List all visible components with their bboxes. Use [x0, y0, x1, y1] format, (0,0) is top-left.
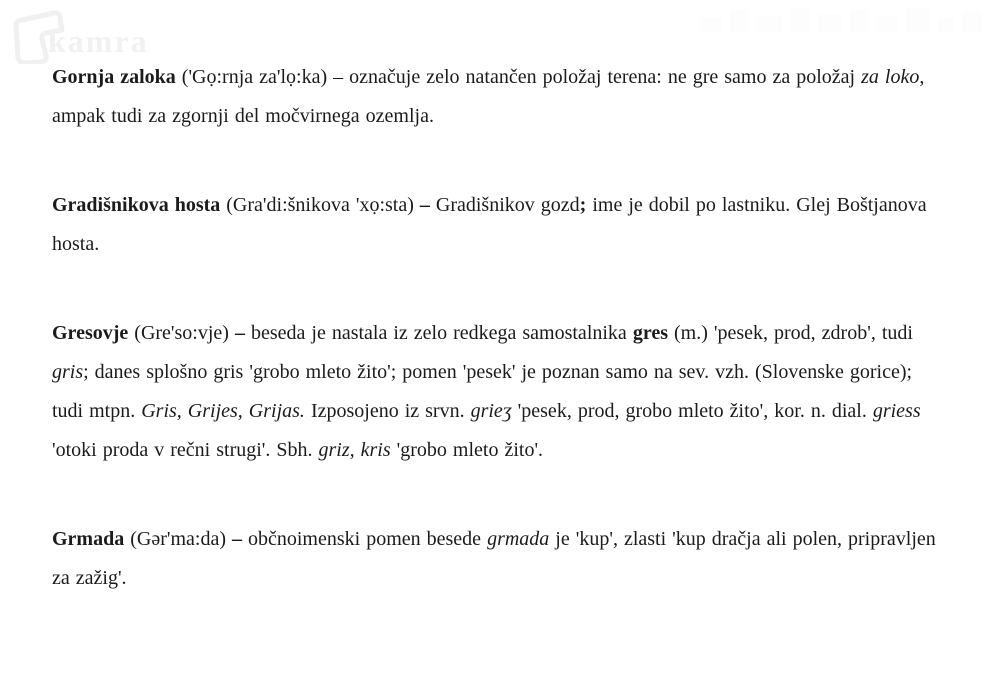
text-segment: za loko — [861, 66, 920, 88]
entry-gresovje — [52, 314, 937, 470]
text-segment: Gris, Grijes, Grijas. — [141, 400, 305, 422]
text-segment: Gresovje — [52, 322, 129, 344]
text-segment: (Gra'di:šnikova 'xọ:sta) — [220, 194, 420, 216]
text-segment: ime je dobil po lastniku. Glej Boštjanova hosta. — [52, 194, 927, 255]
text-segment: je 'kup', zlasti 'kup dračja ali polen, pripravljen za zažig'. — [52, 528, 936, 589]
text-segment: Grmada — [52, 528, 125, 550]
text-segment: Gornja zaloka — [52, 66, 176, 88]
text-segment: 'grobo mleto žito'. — [390, 439, 544, 461]
entry-grmada — [52, 520, 937, 598]
text-segment: 'pesek, prod, grobo mleto žito', kor. n. dial. — [511, 400, 873, 422]
text-segment: beseda je nastala iz zelo redkega samostalnika — [244, 322, 633, 344]
text-segment: – — [232, 528, 242, 550]
text-segment: občnoimenski pomen besede — [242, 528, 488, 550]
text-segment: Gradišnikov gozd — [429, 194, 580, 216]
text-segment: grmada — [487, 528, 550, 550]
text-segment: griess — [872, 400, 921, 422]
text-segment: Izposojeno iz srvn. — [304, 400, 471, 422]
kamra-watermark-logo — [8, 4, 328, 64]
text-segment: (Gre'so:vje) — [128, 322, 235, 344]
text-segment: (m.) 'pesek, prod, zdrob', tudi — [668, 322, 913, 344]
text-segment: (Gər'ma:da) — [124, 528, 232, 550]
kamra-logo-icon — [8, 4, 328, 64]
faint-watermark-remnant — [700, 8, 990, 58]
text-segment: gris — [52, 361, 84, 383]
entry-gornja-zaloka — [52, 58, 937, 136]
text-segment: 'otoki proda v rečni strugi'. Sbh. — [52, 439, 319, 461]
text-segment: Gradišnikova hosta — [52, 194, 221, 216]
text-segment: ; danes splošno gris 'grobo mleto žito'; pomen 'pesek' je poznan samo na sev. vzh. (Slovenske gorice); tudi mtpn. — [52, 361, 913, 422]
entry-gradi-nikova-hosta — [52, 186, 937, 264]
text-segment: – — [419, 194, 430, 216]
entries-container — [52, 58, 937, 648]
kamra-logo-text: kamra — [48, 23, 149, 59]
text-segment: ('Gọ:rnja za'lọ:ka) – označuje zelo natančen položaj terena: ne gre samo za položaj — [175, 66, 862, 88]
text-segment: gres — [632, 322, 668, 344]
text-segment: , ampak tudi za zgornji del močvirnega ozemlja. — [52, 66, 925, 127]
text-segment: ; — [579, 194, 587, 216]
text-segment: – — [234, 322, 245, 344]
text-segment: grieʒ — [470, 400, 512, 422]
text-segment: griz, kris — [318, 439, 391, 461]
